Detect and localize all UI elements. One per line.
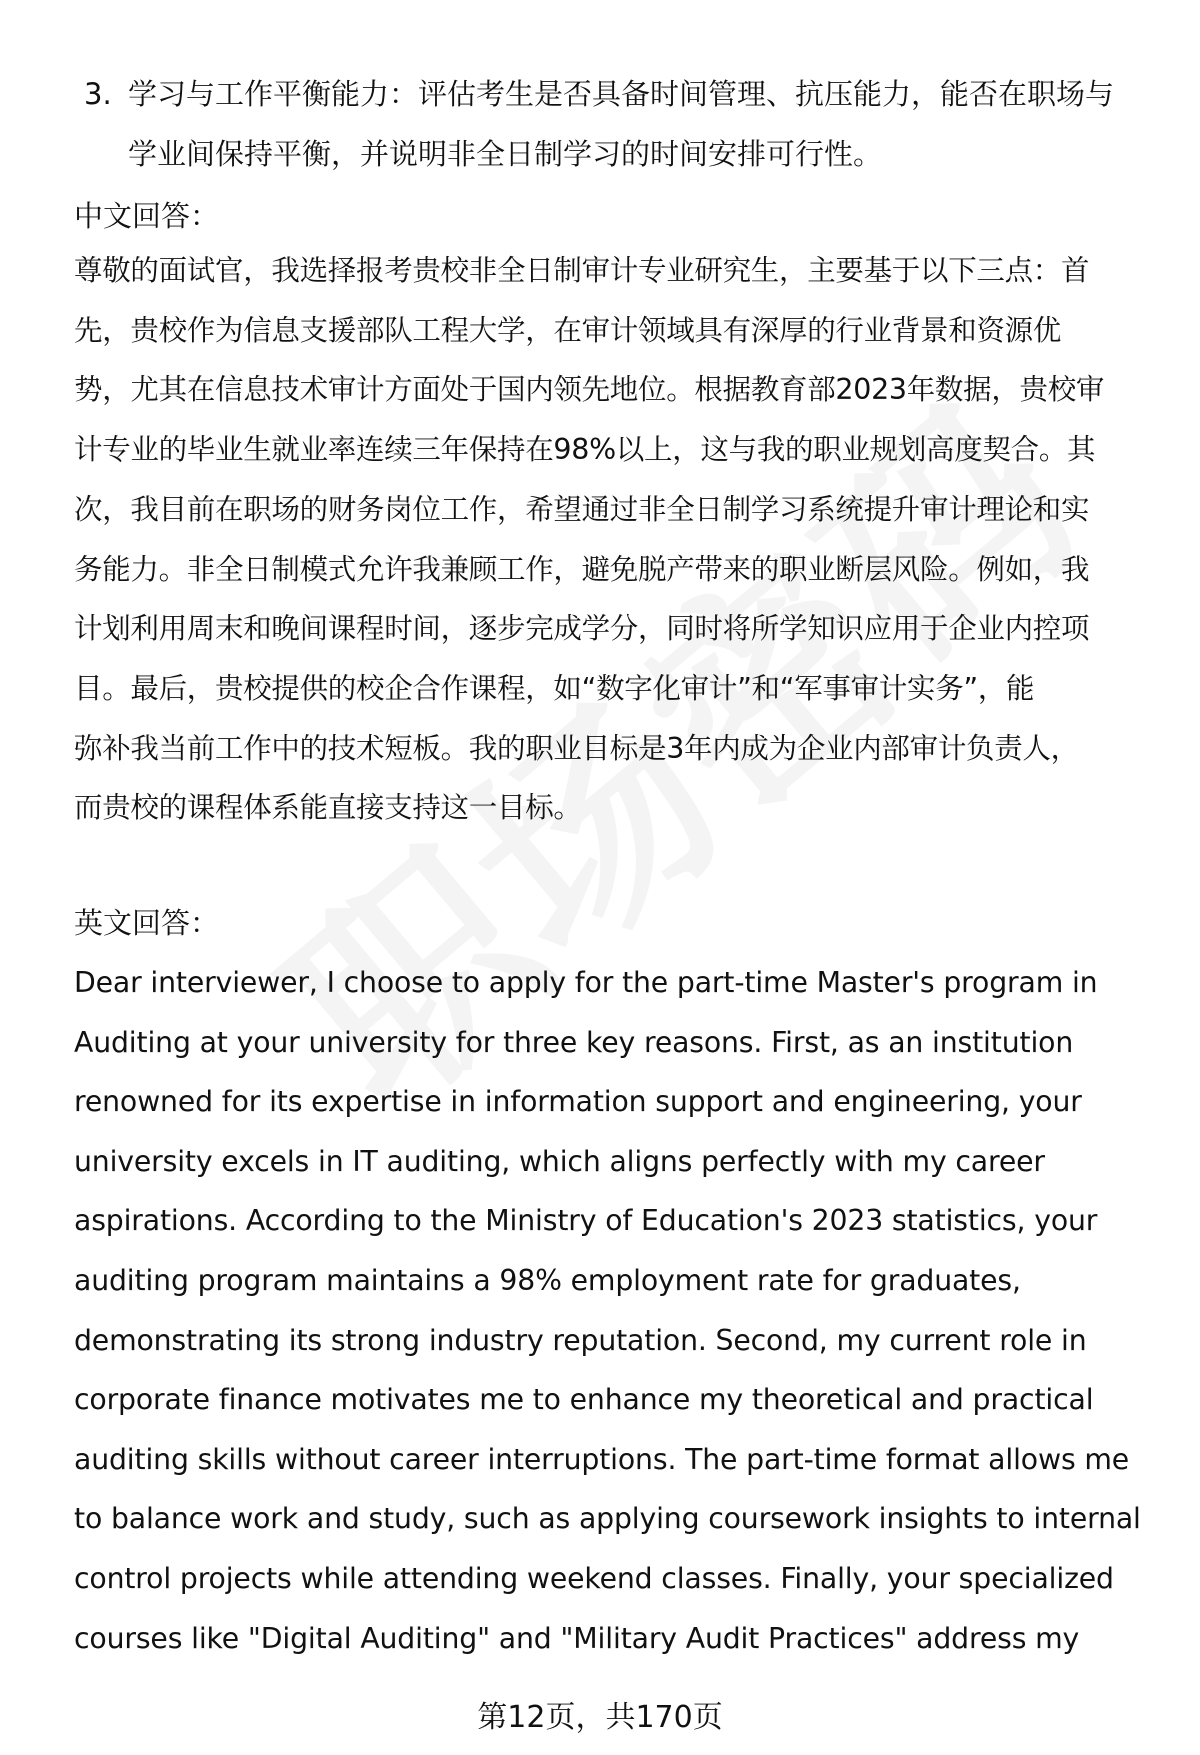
- paragraph-line: 目。最后，贵校提供的校企合作课程，如“数字化审计”和“军事审计实务”，能: [74, 671, 1035, 705]
- paragraph-line: renowned for its expertise in information support and engineering, your: [74, 1085, 1082, 1119]
- paragraph-line: 尊敬的面试官，我选择报考贵校非全日制审计专业研究生，主要基于以下三点：首: [74, 254, 1090, 287]
- paragraph-line: 而贵校的课程体系能直接支持这一目标。: [74, 791, 582, 825]
- list-item-line: 学习与工作平衡能力：评估考生是否具备时间管理、抗压能力，能否在职场与: [128, 77, 1115, 111]
- paragraph-line: 计专业的毕业生就业率连续三年保持在98%以上，这与我的职业规划高度契合。其: [74, 433, 1096, 467]
- list-item-number: 3.: [84, 77, 112, 111]
- list-item-text: [128, 64, 1144, 184]
- paragraph-line: Auditing at your university for three key reasons. First, as an institution: [74, 1025, 1074, 1059]
- paragraph-line: corporate finance motivates me to enhance my theoretical and practical: [74, 1383, 1094, 1417]
- paragraph-line: auditing program maintains a 98% employment rate for graduates,: [74, 1263, 1021, 1297]
- page-number-footer: 第12页，共170页: [477, 1700, 723, 1735]
- paragraph-line: 势，尤其在信息技术审计方面处于国内领先地位。根据教育部2023年数据，贵校审: [74, 373, 1105, 407]
- english-answer-heading: 英文回答：: [74, 906, 220, 940]
- paragraph-line: 次，我目前在职场的财务岗位工作，希望通过非全日制学习系统提升审计理论和实: [74, 492, 1090, 526]
- paragraph-line: demonstrating its strong industry reputation. Second, my current role in: [74, 1323, 1087, 1357]
- english-answer-paragraph: [74, 953, 1174, 1668]
- paragraph-line: 弥补我当前工作中的技术短板。我的职业目标是3年内成为企业内部审计负责人，: [74, 731, 1079, 765]
- list-item-3: [84, 64, 1144, 184]
- paragraph-line: aspirations. According to the Ministry of Education's 2023 statistics, your: [74, 1204, 1098, 1238]
- chinese-answer-heading: 中文回答：: [74, 199, 220, 233]
- list-item-line: 学业间保持平衡，并说明非全日制学习的时间安排可行性。: [128, 137, 883, 171]
- paragraph-line: to balance work and study, such as applying coursework insights to internal: [74, 1502, 1141, 1536]
- paragraph-line: control projects while attending weekend classes. Finally, your specialized: [74, 1561, 1114, 1595]
- paragraph-line: 务能力。非全日制模式允许我兼顾工作，避免脱产带来的职业断层风险。例如，我: [74, 552, 1090, 586]
- paragraph-line: courses like "Digital Auditing" and "Military Audit Practices" address my: [74, 1621, 1080, 1655]
- chinese-answer-paragraph: [74, 241, 1164, 838]
- paragraph-line: auditing skills without career interruptions. The part-time format allows me: [74, 1442, 1130, 1476]
- paragraph-line: 计划利用周末和晚间课程时间，逐步完成学分，同时将所学知识应用于企业内控项: [74, 612, 1090, 646]
- paragraph-line: Dear interviewer, I choose to apply for the part-time Master's program in: [74, 966, 1098, 999]
- paragraph-line: university excels in IT auditing, which aligns perfectly with my career: [74, 1144, 1045, 1178]
- paragraph-line: 先，贵校作为信息支援部队工程大学，在审计领域具有深厚的行业背景和资源优: [74, 313, 1062, 347]
